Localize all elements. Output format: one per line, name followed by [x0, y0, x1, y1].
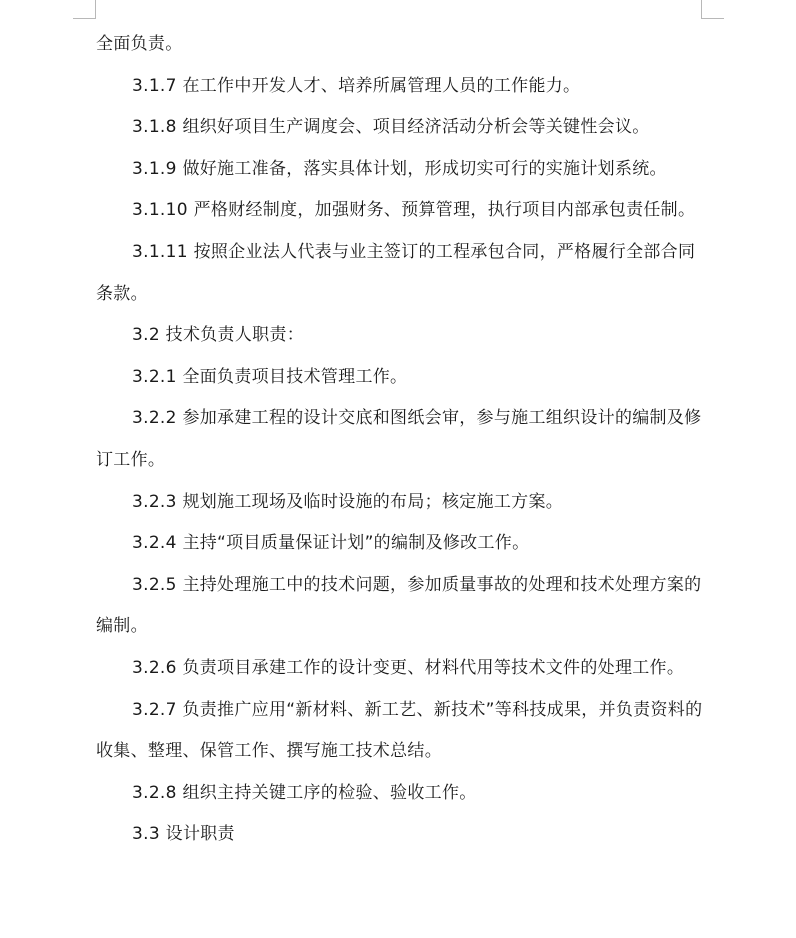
- section-heading: 3.2 技术负责人职责：: [132, 325, 305, 346]
- paragraph: 3.2.7 负责推广应用“新材料、新工艺、新技术”等科技成果，并负责资料的收集、整理、保管工作、撰写施工技术总结。: [96, 699, 703, 762]
- section-heading: 3.3 设计职责: [132, 824, 235, 845]
- paragraph: 3.2.6 负责项目承建工作的设计变更、材料代用等技术文件的处理工作。: [132, 657, 685, 678]
- paragraph: 3.2.1 全面负责项目技术管理工作。: [132, 366, 408, 387]
- paragraph: 3.1.7 在工作中开发人才、培养所属管理人员的工作能力。: [132, 75, 581, 96]
- paragraph: 3.2.3 规划施工现场及临时设施的布局；核定施工方案。: [132, 491, 564, 512]
- page-corner-mark-right: [701, 0, 724, 19]
- paragraph: 3.1.11 按照企业法人代表与业主签订的工程承包合同，严格履行全部合同条款。: [96, 241, 696, 304]
- paragraph: 3.1.8 组织好项目生产调度会、项目经济活动分析会等关键性会议。: [132, 117, 650, 138]
- document-body[interactable]: [96, 24, 704, 856]
- paragraph: 3.2.2 参加承建工程的设计交底和图纸会审，参与施工组织设计的编制及修订工作。: [96, 408, 702, 470]
- paragraph: 3.1.10 严格财经制度，加强财务、预算管理，执行项目内部承包责任制。: [132, 200, 696, 221]
- paragraph: 3.1.9 做好施工准备，落实具体计划，形成切实可行的实施计划系统。: [132, 158, 667, 179]
- paragraph: 3.2.5 主持处理施工中的技术问题，参加质量事故的处理和技术处理方案的编制。: [96, 574, 702, 637]
- paragraph: 3.2.8 组织主持关键工序的检验、验收工作。: [132, 782, 477, 803]
- page-corner-mark-left: [73, 0, 96, 19]
- paragraph: 全面负责。: [96, 34, 183, 54]
- paragraph: 3.2.4 主持“项目质量保证计划”的编制及修改工作。: [132, 533, 530, 554]
